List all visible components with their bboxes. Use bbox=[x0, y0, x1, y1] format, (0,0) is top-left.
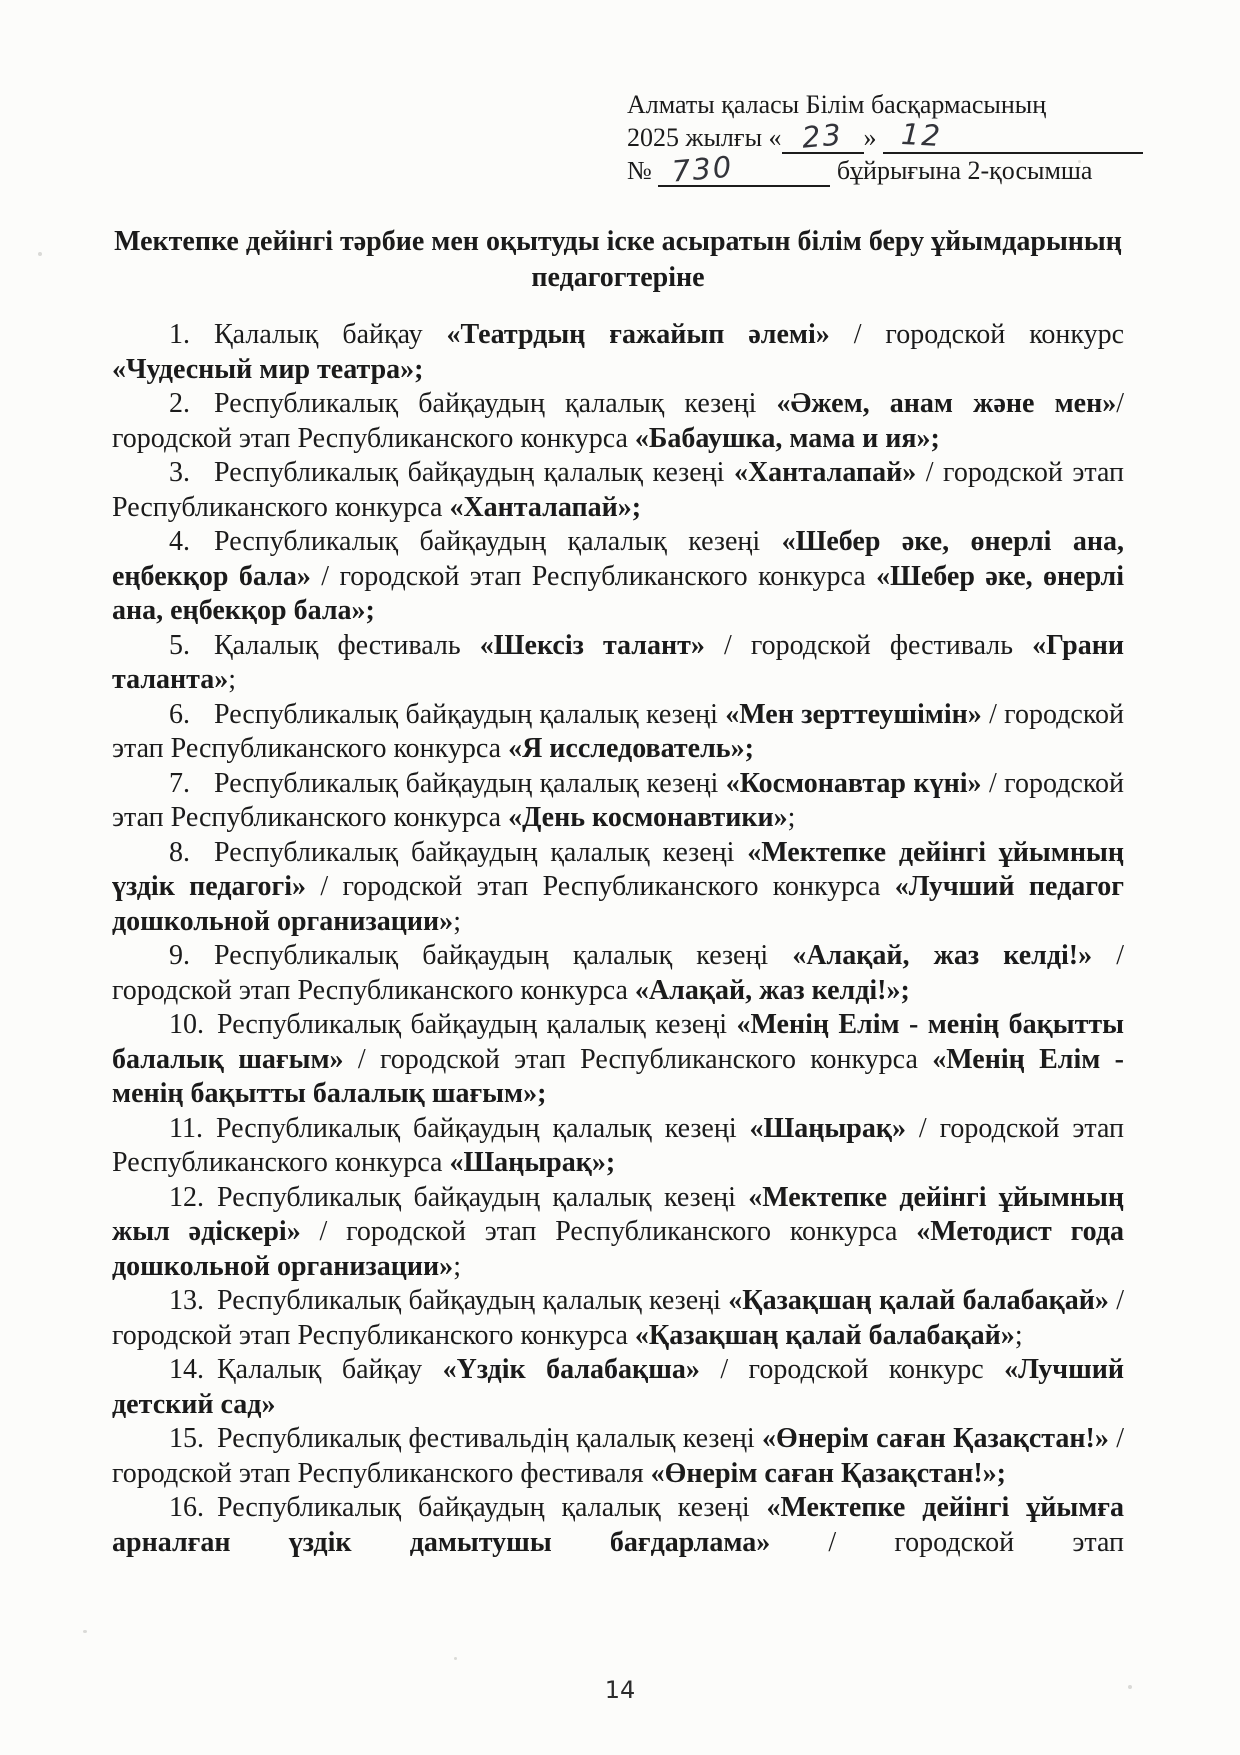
contest-name: «Қазақшаң қалай балабақай» bbox=[728, 1285, 1109, 1316]
item-text: Қалалық байқау bbox=[217, 1354, 443, 1385]
contest-name: «День космонавтики» bbox=[508, 802, 788, 833]
contest-name: «Мен зерттеушімін» bbox=[725, 698, 982, 730]
contest-name: «Я исследователь»; bbox=[508, 733, 754, 764]
contest-name: «Өнерім саған Қазақстан!» bbox=[762, 1423, 1109, 1454]
item-text: Республикалық байқаудың қалалық кезеңі bbox=[217, 1009, 737, 1040]
item-text: / городской этап Республиканского конкурса bbox=[112, 457, 1125, 523]
page-number: 14 bbox=[604, 1676, 636, 1704]
list-item bbox=[112, 767, 1124, 836]
list-item bbox=[112, 939, 1124, 1008]
scan-artifact bbox=[454, 1657, 457, 1660]
item-text: ; bbox=[228, 664, 237, 695]
list-item bbox=[112, 1491, 1124, 1560]
handwritten-day: 23 bbox=[800, 117, 845, 155]
contest-name: «Менің Елім - менің бақытты балалық шағым»; bbox=[112, 1043, 1124, 1109]
contest-name: «Бабаушка, мама и ия»; bbox=[634, 422, 940, 454]
item-number: 9. bbox=[169, 940, 190, 971]
contest-name: «Өнерім саған Қазақстан!»; bbox=[650, 1457, 1006, 1489]
item-number: 4. bbox=[169, 526, 190, 557]
item-text: ; bbox=[453, 905, 461, 937]
contest-name: «Шаңырақ»; bbox=[449, 1147, 616, 1178]
item-number: 1. bbox=[169, 319, 190, 350]
requisites-line-1 bbox=[627, 88, 1132, 121]
contest-name: «Мектепке дейінгі ұйымның жыл әдіскері» bbox=[112, 1181, 1124, 1247]
contest-name: «Қазақшаң қалай балабақай» bbox=[634, 1319, 1015, 1351]
order-number-field bbox=[658, 149, 830, 189]
list-item bbox=[112, 698, 1124, 767]
contest-name: «Мектепке дейінгі ұйымның үздік педагогі» bbox=[112, 836, 1124, 902]
item-text: / городской этап Республиканского конкурса bbox=[112, 698, 1124, 764]
item-number: 2. bbox=[169, 388, 190, 419]
contest-name: «Шаңырақ» bbox=[749, 1112, 906, 1144]
item-text: Республикалық байқаудың қалалық кезеңі bbox=[217, 1285, 729, 1316]
list-item bbox=[112, 1422, 1124, 1491]
contest-name: «Методист года дошкольной организации» bbox=[112, 1216, 1124, 1282]
item-number: 16. bbox=[169, 1492, 204, 1523]
list-item bbox=[112, 629, 1124, 698]
item-number: 8. bbox=[169, 836, 190, 868]
requisites-line-2 bbox=[627, 116, 1132, 155]
list-item bbox=[112, 1181, 1124, 1285]
contest-name: «Космонавтар күні» bbox=[725, 767, 982, 799]
scan-artifact bbox=[1128, 1685, 1132, 1689]
item-text: Республикалық байқаудың қалалық кезеңі bbox=[214, 388, 777, 419]
item-text: / городской этап Республиканского конкурса bbox=[343, 1043, 933, 1075]
item-text: Республикалық байқаудың қалалық кезеңі bbox=[214, 767, 726, 799]
list-item bbox=[112, 1353, 1124, 1422]
contest-name: «Әжем, анам және мен» bbox=[776, 388, 1117, 419]
item-text: Республикалық байқаудың қалалық кезеңі bbox=[215, 1112, 750, 1144]
day-field bbox=[782, 117, 864, 155]
item-number: 3. bbox=[169, 457, 190, 488]
item-text: ; bbox=[1014, 1319, 1023, 1351]
list-item bbox=[112, 1112, 1124, 1181]
item-number: 10. bbox=[169, 1009, 204, 1040]
handwritten-month: 12 bbox=[900, 116, 943, 154]
list-item bbox=[112, 318, 1124, 387]
quote-close: » bbox=[863, 123, 877, 152]
contest-name: «Ханталапай»; bbox=[449, 491, 642, 523]
scan-artifact bbox=[1078, 160, 1081, 163]
list-item bbox=[112, 387, 1124, 456]
item-number: 15. bbox=[169, 1423, 204, 1454]
item-text: / городской этап Республиканского фестиваля bbox=[112, 1423, 1124, 1489]
contest-name: «Шебер әке, өнерлі ана, еңбекқор бала»; bbox=[112, 560, 1124, 626]
contest-name: «Театрдың ғажайып әлемі» bbox=[446, 319, 830, 350]
item-text: / городской этап Республиканского конкурса bbox=[112, 1285, 1124, 1351]
item-text: / городской фестиваль bbox=[704, 629, 1033, 661]
item-text: Республикалық фестивальдің қалалық кезеңі bbox=[217, 1423, 763, 1454]
list-item bbox=[112, 1008, 1124, 1112]
item-number: 12. bbox=[169, 1181, 204, 1213]
item-text: ; bbox=[787, 802, 796, 833]
item-text: Республикалық байқаудың қалалық кезеңі bbox=[214, 940, 793, 971]
scan-artifact bbox=[38, 252, 42, 256]
contest-name: «Чудесный мир театра»; bbox=[112, 353, 424, 385]
appendix-label: бұйрығына 2-қосымша bbox=[836, 156, 1093, 185]
requisites-line-3 bbox=[627, 149, 1132, 189]
item-text: Республикалық байқаудың қалалық кезеңі bbox=[214, 698, 726, 730]
month-field bbox=[883, 116, 1143, 154]
contest-name: «Шексіз талант» bbox=[479, 629, 705, 661]
list-item bbox=[112, 456, 1124, 525]
item-number: 14. bbox=[169, 1354, 204, 1385]
contest-name: «Үздік балабақша» bbox=[442, 1354, 700, 1385]
contest-name: «Лучший педагог дошкольной организации» bbox=[112, 871, 1124, 937]
item-number: 6. bbox=[169, 698, 190, 730]
item-text: Республикалық байқаудың қалалық кезеңі bbox=[217, 1492, 767, 1523]
number-sign: № bbox=[627, 156, 652, 185]
date-prefix: 2025 жылғы « bbox=[627, 123, 782, 152]
list-item bbox=[112, 836, 1124, 940]
order-requisites-block bbox=[627, 88, 1132, 187]
item-text: ; bbox=[453, 1250, 461, 1282]
item-number: 5. bbox=[169, 629, 190, 661]
item-text: / городской этап Республиканского конкурса bbox=[306, 871, 895, 902]
item-text: / городской этап Республиканского конкурса bbox=[112, 767, 1124, 833]
item-text: / городской этап Республиканского конкурса bbox=[112, 940, 1125, 1006]
numbered-list bbox=[112, 318, 1124, 1560]
item-text: / городской конкурс bbox=[829, 319, 1124, 350]
document-title: Мектепке дейінгі тәрбие мен оқытуды іске асыратын білім беру ұйымдарының педагогтеріне bbox=[114, 226, 1122, 293]
item-number: 11. bbox=[169, 1112, 203, 1144]
handwritten-order-number: 730 bbox=[670, 149, 735, 189]
item-text: / городской конкурс bbox=[699, 1354, 1005, 1385]
contest-name: «Грани таланта» bbox=[112, 629, 1124, 695]
item-text: Республикалық байқаудың қалалық кезеңі bbox=[214, 526, 782, 557]
item-text: Қалалық фестиваль bbox=[214, 629, 480, 661]
authority-name: Алматы қаласы Білім басқармасының bbox=[627, 90, 1047, 119]
list-item bbox=[112, 525, 1124, 629]
item-number: 13. bbox=[169, 1285, 204, 1316]
item-number: 7. bbox=[169, 767, 190, 799]
item-text: / городской этап Республиканского конкурса bbox=[310, 560, 877, 592]
contest-name: «Шебер әке, өнерлі ана, еңбекқор бала» bbox=[112, 526, 1125, 592]
item-text: / городской этап Республиканского конкурса bbox=[112, 388, 1125, 454]
contest-name: «Мектепке дейінгі ұйымға арналған үздік дамытушы бағдарлама» bbox=[112, 1492, 1125, 1558]
item-text: / городской этап bbox=[770, 1526, 1124, 1558]
contest-name: «Алақай, жаз келді!»; bbox=[634, 974, 910, 1006]
scan-artifact bbox=[83, 1630, 87, 1633]
scan-artifact bbox=[1102, 640, 1105, 643]
item-text: / городской этап Республиканского конкурса bbox=[300, 1216, 917, 1247]
list-item bbox=[112, 1284, 1124, 1353]
item-text: / городской этап Республиканского конкурса bbox=[112, 1112, 1124, 1178]
item-text: Республикалық байқаудың қалалық кезеңі bbox=[217, 1181, 749, 1213]
item-text: Республикалық байқаудың қалалық кезеңі bbox=[214, 836, 748, 868]
contest-name: «Менің Елім - менің бақытты балалық шағым» bbox=[112, 1009, 1124, 1075]
contest-name: «Лучший детский сад» bbox=[112, 1354, 1124, 1420]
item-text: Қалалық байқау bbox=[214, 319, 447, 350]
contest-name: «Ханталапай» bbox=[733, 457, 917, 488]
contest-name: «Алақай, жаз келді!» bbox=[792, 940, 1093, 971]
item-text: Республикалық байқаудың қалалық кезеңі bbox=[214, 457, 734, 488]
